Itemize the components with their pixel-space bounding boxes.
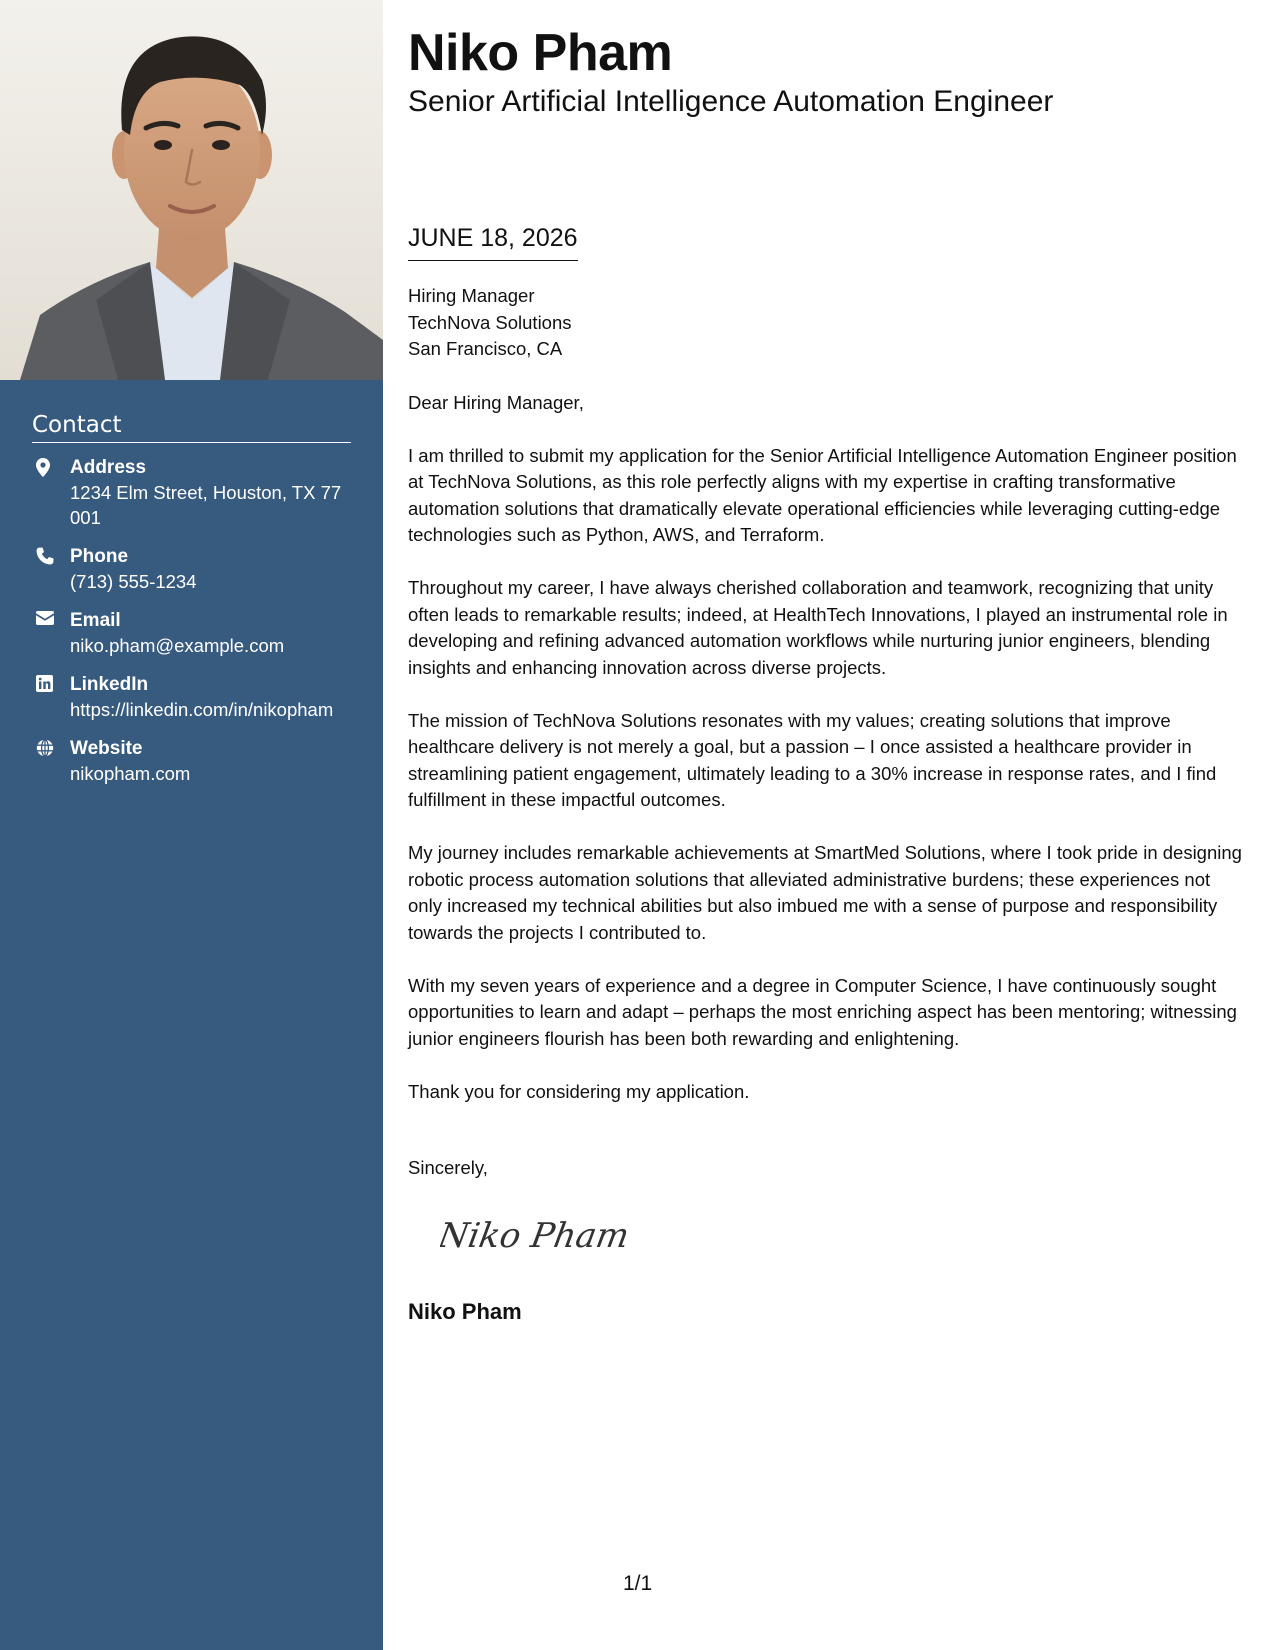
body-paragraph: I am thrilled to submit my application for the Senior Artificial Intelligence Automation Engineer position at TechNova Solutions, as this role perfectly aligns with my expertise in crafting transformative automation solutions that dramatically elevate operational efficiencies while leveraging cutting-edge technologies such as Python, AWS, and Terraform.: [408, 444, 1237, 545]
salutation: Dear Hiring Manager,: [408, 392, 584, 413]
profile-photo: [0, 0, 383, 380]
envelope-icon: [32, 609, 70, 625]
letter-date: JUNE 18, 2026: [408, 222, 578, 261]
letter-body: [408, 390, 1248, 1132]
body-paragraph: Throughout my career, I have always cherished collaboration and teamwork, recognizing that unity often leads to remarkable results; indeed, at HealthTech Innovations, I played an instrumental role in developing and refining advanced automation workflows while nurturing junior engineers, blending insights and enhancing innovation across diverse projects.: [408, 577, 1228, 678]
globe-icon: [32, 737, 70, 757]
signer-name: Niko Pham: [408, 1299, 522, 1324]
contact-linkedin: [32, 673, 351, 722]
page-number: 1/1: [623, 1572, 653, 1595]
recipient-line: San Francisco, CA: [408, 338, 563, 359]
body-paragraph: My journey includes remarkable achievements at SmartMed Solutions, where I took pride in designing robotic process automation solutions that alleviated administrative burdens; these experiences not only increased my technical abilities but also imbued me with a sense of purpose and responsibility towards the projects I contributed to.: [408, 842, 1242, 943]
contact-section: [32, 412, 351, 801]
body-paragraph: With my seven years of experience and a degree in Computer Science, I have continuously sought opportunities to learn and adapt – perhaps the most enriching aspect has been mentoring; witnessing junior engineers flourish has been both rewarding and enlightening.: [408, 974, 1237, 1049]
contact-email: [32, 609, 351, 658]
handwritten-signature: [440, 1207, 640, 1266]
linkedin-icon: [32, 673, 70, 692]
body-paragraph: The mission of TechNova Solutions resonates with my values; creating solutions that improve healthcare delivery is not merely a goal, but a passion – I once assisted a healthcare provider in streamlining patient engagement, ultimately leading to a 30% increase in response rates, and I find fulfillment in these impactful outcomes.: [408, 709, 1217, 810]
body-paragraph: Thank you for considering my application.: [408, 1080, 750, 1102]
recipient-line: TechNova Solutions: [408, 311, 572, 333]
email-label: Email: [70, 610, 121, 631]
website-label: Website: [70, 738, 143, 759]
linkedin-label: LinkedIn: [70, 674, 149, 695]
phone-icon: [32, 545, 70, 565]
applicant-title: Senior Artificial Intelligence Automation Engineer: [408, 85, 1054, 118]
phone-value[interactable]: (713) 555-1234: [70, 571, 197, 592]
contact-heading: Contact: [32, 412, 351, 443]
recipient-line: Hiring Manager: [408, 285, 535, 306]
contact-phone: [32, 545, 351, 594]
applicant-name: Niko Pham: [408, 24, 673, 82]
sidebar: [0, 0, 383, 1650]
address-value: 1234 Elm Street, Houston, TX 77001: [70, 482, 342, 528]
map-pin-icon: [32, 456, 70, 477]
contact-address: [32, 456, 351, 530]
contact-website: [32, 737, 351, 786]
website-value[interactable]: nikopham.com: [70, 763, 191, 784]
phone-label: Phone: [70, 546, 129, 567]
address-label: Address: [70, 457, 147, 478]
closing: Sincerely,: [408, 1157, 488, 1178]
recipient-block: [408, 283, 572, 363]
linkedin-value[interactable]: https://linkedin.com/in/nikopham: [70, 699, 334, 720]
email-value[interactable]: niko.pham@example.com: [70, 635, 285, 656]
signature-text: Niko Pham: [440, 1216, 633, 1256]
